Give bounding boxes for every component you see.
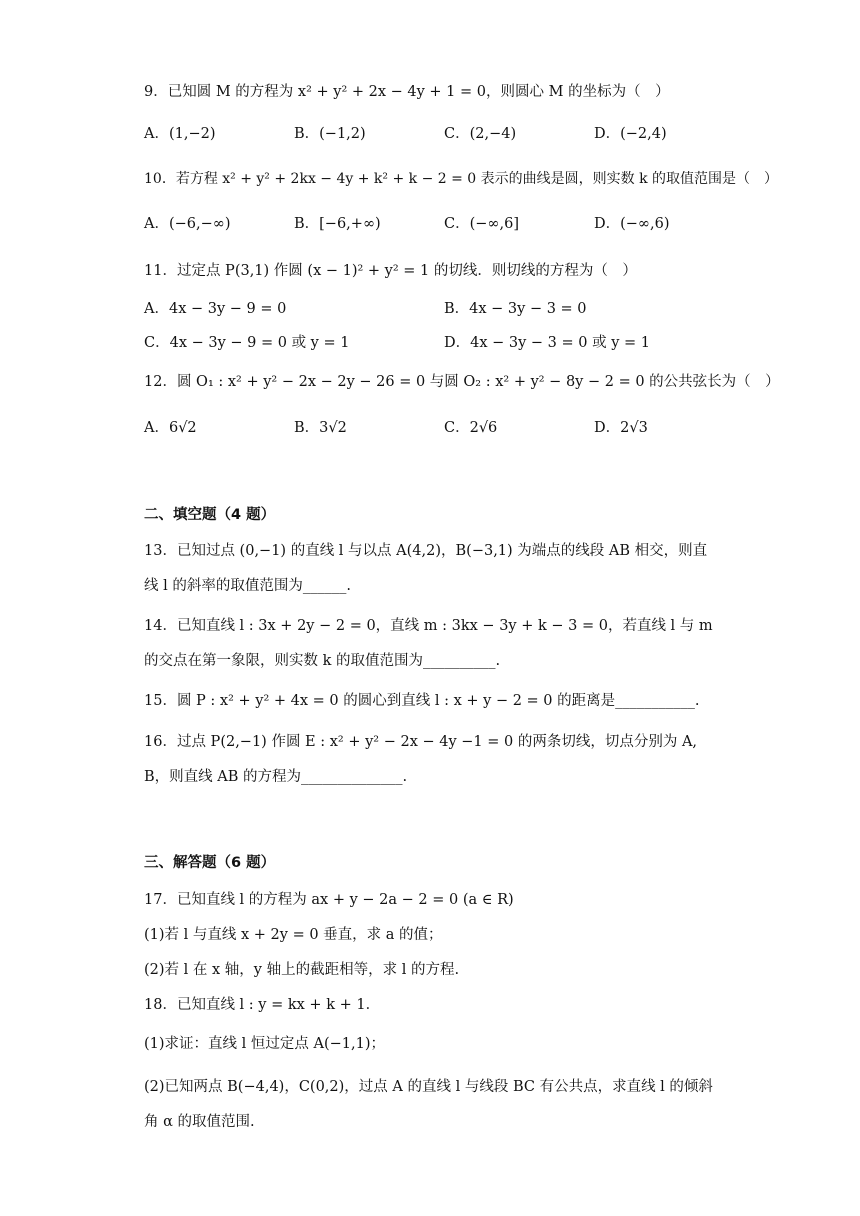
option-c[interactable]: C．4x − 3y − 9 = 0 或 y = 1 bbox=[144, 335, 350, 351]
option-d[interactable]: D．(−∞,6) bbox=[594, 216, 670, 232]
option-b[interactable]: B．4x − 3y − 3 = 0 bbox=[444, 301, 587, 317]
section-title-fill-in: 二、填空题（4 题） bbox=[144, 507, 276, 523]
option-d[interactable]: D．(−2,4) bbox=[594, 126, 667, 142]
question-16: 16．过点 P(2,−1) 作圆 E : x² + y² − 2x − 4y −1 = 0 的两条切线，切点分别为 A, B，则直线 AB 的方程为______________. bbox=[144, 734, 698, 785]
option-b[interactable]: B．3√2 bbox=[294, 420, 347, 436]
question-15: 15．圆 P : x² + y² + 4x = 0 的圆心到直线 l : x + y − 2 = 0 的距离是___________. bbox=[144, 693, 700, 709]
question-18-part-2: (2)已知两点 B(−4,4)，C(0,2)，过点 A 的直线 l 与线段 BC 有公共点，求直线 l 的倾斜角 α 的取值范围. bbox=[144, 1079, 713, 1130]
question-17: 17．已知直线 l 的方程为 ax + y − 2a − 2 = 0 (a ∈ R) bbox=[144, 892, 514, 908]
option-b[interactable]: B．[−6,+∞) bbox=[294, 216, 381, 232]
question-17-part-1: (1)若 l 与直线 x + 2y = 0 垂直，求 a 的值； bbox=[144, 927, 443, 943]
question-14: 14．已知直线 l : 3x + 2y − 2 = 0，直线 m : 3kx − 3y + k − 3 = 0，若直线 l 与 m 的交点在第一象限，则实数 k 的取值范围为__________. bbox=[144, 618, 713, 669]
option-a[interactable]: A．(1,−2) bbox=[144, 126, 216, 142]
question-10-options bbox=[144, 212, 744, 234]
question-12-options bbox=[144, 416, 744, 438]
option-d[interactable]: D．2√3 bbox=[594, 420, 648, 436]
question-11-options-row2 bbox=[144, 331, 744, 353]
option-a[interactable]: A．(−6,−∞) bbox=[144, 216, 231, 232]
option-c[interactable]: C．2√6 bbox=[444, 420, 498, 436]
question-12-stem: 12．圆 O₁ : x² + y² − 2x − 2y − 26 = 0 与圆 O₂ : x² + y² − 8y − 2 = 0 的公共弦长为（ ） bbox=[144, 374, 780, 390]
option-a[interactable]: A．6√2 bbox=[144, 420, 197, 436]
section-title-solve: 三、解答题（6 题） bbox=[144, 855, 276, 871]
question-9-options bbox=[144, 122, 744, 144]
question-11-stem: 11．过定点 P(3,1) 作圆 (x − 1)² + y² = 1 的切线．则切线的方程为（ ） bbox=[144, 263, 637, 279]
question-18-part-1: (1)求证：直线 l 恒过定点 A(−1,1)； bbox=[144, 1036, 385, 1052]
question-9-stem: 9．已知圆 M 的方程为 x² + y² + 2x − 4y + 1 = 0，则圆心 M 的坐标为（ ） bbox=[144, 84, 670, 100]
question-18: 18．已知直线 l : y = kx + k + 1． bbox=[144, 997, 381, 1013]
option-d[interactable]: D．4x − 3y − 3 = 0 或 y = 1 bbox=[444, 335, 651, 351]
question-13: 13．已知过点 (0,−1) 的直线 l 与以点 A(4,2)，B(−3,1) 为端点的线段 AB 相交，则直线 l 的斜率的取值范围为______. bbox=[144, 543, 708, 594]
question-10-stem: 10．若方程 x² + y² + 2kx − 4y + k² + k − 2 = 0 表示的曲线是圆，则实数 k 的取值范围是（ ） bbox=[144, 171, 779, 187]
option-a[interactable]: A．4x − 3y − 9 = 0 bbox=[144, 301, 287, 317]
question-11-options-row1 bbox=[144, 297, 744, 319]
option-c[interactable]: C．(−∞,6] bbox=[444, 216, 519, 232]
option-c[interactable]: C．(2,−4) bbox=[444, 126, 517, 142]
option-b[interactable]: B．(−1,2) bbox=[294, 126, 366, 142]
question-17-part-2: (2)若 l 在 x 轴，y 轴上的截距相等，求 l 的方程. bbox=[144, 962, 460, 978]
